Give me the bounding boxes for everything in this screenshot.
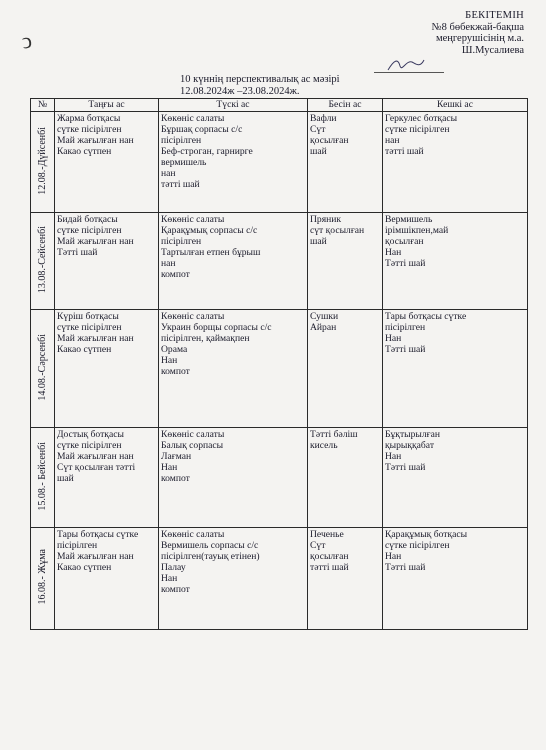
lunch-cell xyxy=(159,213,308,310)
approval-block xyxy=(324,10,524,56)
menu-title xyxy=(180,74,340,97)
snack-item: қосылған xyxy=(310,135,349,146)
table-row xyxy=(31,310,528,428)
breakfast-item: Какао сүтпен xyxy=(57,562,112,573)
day-cell xyxy=(31,528,55,630)
lunch-item: Нан xyxy=(161,573,178,584)
lunch-cell xyxy=(159,310,308,428)
lunch-item: вермишель xyxy=(161,157,207,168)
day-label: 12.08.-Дүйсенбі xyxy=(37,126,48,195)
breakfast-item: Тәтті шай xyxy=(57,247,98,258)
snack-item: шай xyxy=(310,236,327,247)
approval-signer: Ш.Мусалиева xyxy=(461,44,524,56)
day-cell xyxy=(31,310,55,428)
breakfast-cell xyxy=(55,310,159,428)
lunch-item: Көкөніс салаты xyxy=(161,113,225,124)
lunch-item: компот xyxy=(161,366,190,377)
dinner-cell xyxy=(383,310,528,428)
breakfast-item: шай xyxy=(57,473,74,484)
lunch-item: Лағман xyxy=(161,451,192,462)
snack-item: тәтті шай xyxy=(310,562,349,573)
dinner-item: сүтке пісірілген xyxy=(385,540,450,551)
breakfast-item: Какао сүтпен xyxy=(57,344,112,355)
header-number: № xyxy=(31,99,55,112)
dinner-item: тәтті шай xyxy=(385,146,424,157)
breakfast-item: Какао сүтпен xyxy=(57,146,112,157)
breakfast-item: сүтке пісірілген xyxy=(57,440,122,451)
lunch-item: Палау xyxy=(161,562,186,573)
dinner-item: Нан xyxy=(385,333,402,344)
lunch-cell xyxy=(159,528,308,630)
lunch-item: Көкөніс салаты xyxy=(161,311,225,322)
dinner-item: Тәтті шай xyxy=(385,562,426,573)
breakfast-item: пісірілген xyxy=(57,540,98,551)
lunch-item: Орама xyxy=(161,344,188,355)
dinner-item: нан xyxy=(385,135,400,146)
table-row xyxy=(31,428,528,528)
lunch-item: пісірілген xyxy=(161,135,202,146)
dinner-item: Тәтті шай xyxy=(385,462,426,473)
dinner-item: қырыққабат xyxy=(385,440,435,451)
menu-title-line1: 10 күннің перспективалық ас мәзірі xyxy=(180,74,340,85)
header-dinner: Кешкі ас xyxy=(383,99,528,112)
lunch-item: нан xyxy=(161,168,176,179)
menu-title-dates: 12.08.2024ж –23.08.2024ж. xyxy=(180,85,300,97)
lunch-item: Көкөніс салаты xyxy=(161,214,225,225)
day-cell xyxy=(31,428,55,528)
breakfast-item: Достық ботқасы xyxy=(57,429,124,440)
snack-item: Тәтті бәліш xyxy=(310,429,358,440)
lunch-item: пісірілген xyxy=(161,236,202,247)
breakfast-item: Сүт қосылған тәтті xyxy=(57,462,136,473)
signature-mark xyxy=(386,56,426,74)
lunch-item: компот xyxy=(161,473,190,484)
breakfast-cell xyxy=(55,528,159,630)
snack-item: Айран xyxy=(310,322,337,333)
menu-table xyxy=(30,98,528,630)
lunch-item: Қарақұмық сорпасы с/с xyxy=(161,225,258,236)
lunch-item: компот xyxy=(161,584,190,595)
dinner-item: пісірілген xyxy=(385,322,426,333)
approval-position: меңгерушісінің м.а. xyxy=(435,33,524,44)
breakfast-item: Май жағылған нан xyxy=(57,551,134,562)
snack-item: Сүт xyxy=(310,540,326,551)
dinner-item: Бұқтырылған xyxy=(385,429,440,440)
breakfast-item: сүтке пісірілген xyxy=(57,322,122,333)
dinner-item: сүтке пісірілген xyxy=(385,124,450,135)
dinner-item: Тәтті шай xyxy=(385,258,426,269)
lunch-item: Тартылған етпен бұрыш xyxy=(161,247,261,258)
snack-item: Сушки xyxy=(310,311,339,322)
dinner-item: Нан xyxy=(385,247,402,258)
table-header-row xyxy=(31,99,528,112)
lunch-item: Көкөніс салаты xyxy=(161,529,225,540)
header-snack: Бесін ас xyxy=(308,99,383,112)
approval-org: №8 бөбекжай-бақша xyxy=(431,21,524,33)
snack-item: Вафли xyxy=(310,113,337,124)
breakfast-cell xyxy=(55,112,159,213)
lunch-item: пісірілген, қаймақпен xyxy=(161,333,250,344)
snack-item: Печенье xyxy=(310,529,344,540)
day-label: 13.08.-Сейсенбі xyxy=(37,225,48,294)
breakfast-cell xyxy=(55,213,159,310)
breakfast-item: Май жағылған нан xyxy=(57,333,134,344)
breakfast-item: Жарма ботқасы xyxy=(57,113,121,124)
snack-item: Сүт xyxy=(310,124,326,135)
snack-item: сүт қосылған xyxy=(310,225,365,236)
lunch-item: Бұршақ сорпасы с/с xyxy=(161,124,243,135)
breakfast-item: Май жағылған нан xyxy=(57,135,134,146)
breakfast-cell xyxy=(55,428,159,528)
lunch-item: тәтті шай xyxy=(161,179,200,190)
dinner-item: Қарақұмық ботқасы xyxy=(385,529,468,540)
breakfast-item: Күріш ботқасы xyxy=(57,311,119,322)
dinner-item: Тары ботқасы сүтке xyxy=(385,311,467,322)
lunch-cell xyxy=(159,112,308,213)
dinner-item: Нан xyxy=(385,451,402,462)
breakfast-item: Тары ботқасы сүтке xyxy=(57,529,139,540)
breakfast-item: Май жағылған нан xyxy=(57,236,134,247)
day-cell xyxy=(31,213,55,310)
snack-cell xyxy=(308,213,383,310)
lunch-item: нан xyxy=(161,258,176,269)
snack-item: шай xyxy=(310,146,327,157)
dinner-cell xyxy=(383,428,528,528)
dinner-item: Геркулес ботқасы xyxy=(385,113,458,124)
day-label: 16.08.- Жұма xyxy=(37,549,48,605)
snack-item: қосылған xyxy=(310,551,349,562)
dinner-cell xyxy=(383,213,528,310)
day-label: 15.08.- Бейсенбі xyxy=(37,441,48,511)
table-row xyxy=(31,112,528,213)
snack-cell xyxy=(308,112,383,213)
dinner-item: Вермишель xyxy=(385,214,433,225)
lunch-item: Украин борщы сорпасы с/с xyxy=(161,322,272,333)
dinner-item: қосылған xyxy=(385,236,424,247)
lunch-item: Беф-строган, гарнирге xyxy=(161,146,253,157)
day-label: 14.08.-Сәрсенбі xyxy=(37,333,48,401)
snack-cell xyxy=(308,428,383,528)
lunch-item: Көкөніс салаты xyxy=(161,429,225,440)
table-row xyxy=(31,528,528,630)
snack-item: Пряник xyxy=(310,214,342,225)
snack-item: кисель xyxy=(310,440,338,451)
lunch-item: Нан xyxy=(161,355,178,366)
header-breakfast: Таңғы ас xyxy=(55,99,159,112)
dinner-cell xyxy=(383,112,528,213)
dinner-item: Нан xyxy=(385,551,402,562)
day-cell xyxy=(31,112,55,213)
breakfast-item: Бидай ботқасы xyxy=(57,214,118,225)
header-lunch: Түскі ас xyxy=(159,99,308,112)
lunch-item: Нан xyxy=(161,462,178,473)
breakfast-item: сүтке пісірілген xyxy=(57,124,122,135)
dinner-cell xyxy=(383,528,528,630)
handwritten-mark: ↄ xyxy=(20,27,34,54)
lunch-item: пісірілген(тауық етінен) xyxy=(161,551,260,562)
approval-title: БЕКІТЕМІН xyxy=(465,10,524,21)
lunch-cell xyxy=(159,428,308,528)
dinner-item: Тәтті шай xyxy=(385,344,426,355)
lunch-item: Вермишель сорпасы с/с xyxy=(161,540,259,551)
snack-cell xyxy=(308,310,383,428)
breakfast-item: сүтке пісірілген xyxy=(57,225,122,236)
dinner-item: ірімшікпен,май xyxy=(385,225,449,236)
lunch-item: компот xyxy=(161,269,190,280)
table-row xyxy=(31,213,528,310)
lunch-item: Балық сорпасы xyxy=(161,440,224,451)
snack-cell xyxy=(308,528,383,630)
breakfast-item: Май жағылған нан xyxy=(57,451,134,462)
